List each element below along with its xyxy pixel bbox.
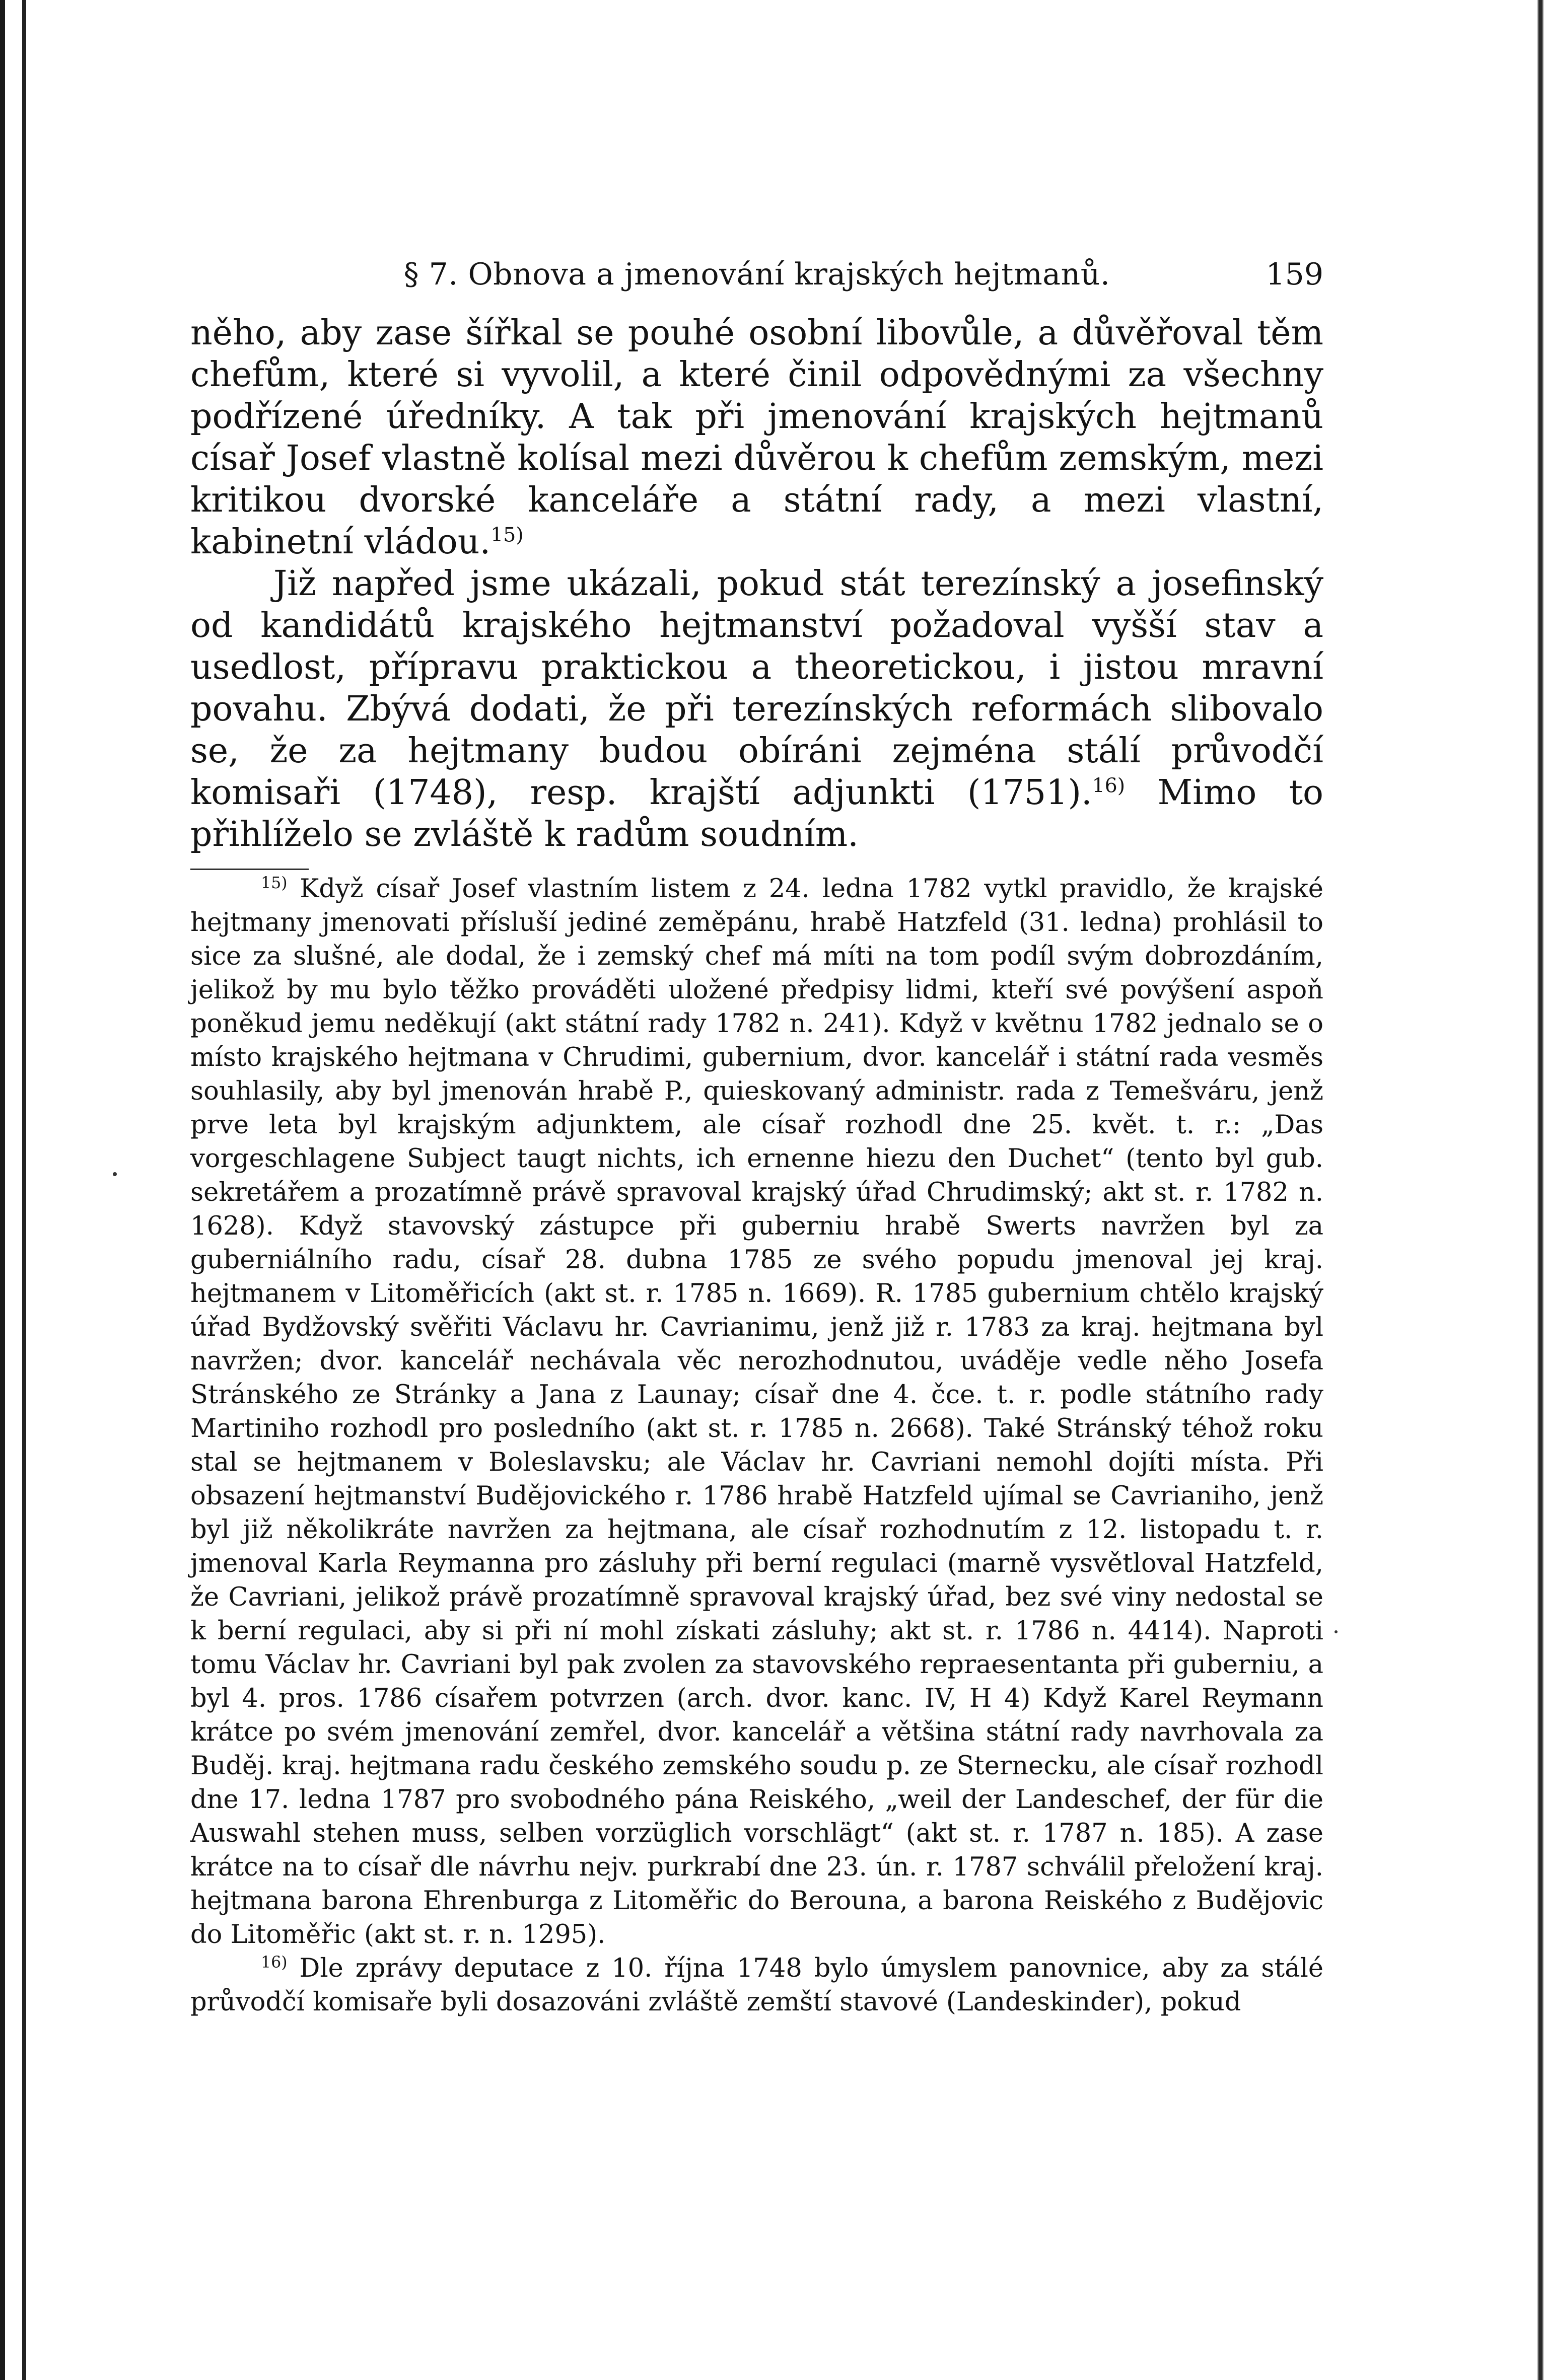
main-text [190,312,1323,855]
paragraph-text: Již napřed jsme ukázali, pokud stát terezínský a josefinský od kandidátů krajského hejtmanství požadoval vyšší stav a usedlost, přípravu praktickou a theoretickou, i jistou mravní povahu. Zbývá dodati, že při terezínských reformách slibovalo se, že za hejtmany budou obíráni zejména stálí průvodčí komisaři (1748), resp. krajští adjunkti (1751). [190,564,1323,813]
footnote-text: Dle zprávy deputace z 10. října 1748 bylo úmyslem panovnice, aby za stálé průvodčí komisaře byli dosazováni zvláště zemští stavové (Landeskinder), pokud [190,1954,1323,2017]
book-page [190,252,1323,2019]
footnote-reference: 15) [490,523,524,547]
footnote-text: Když císař Josef vlastním listem z 24. ledna 1782 vytkl pravidlo, že krajské hejtmany jmenovati přísluší jediné zeměpánu, hrabě Hatzfeld (31. ledna) prohlásil to sice za slušné, ale dodal, že i zemský chef má míti na tom podíl svým dobrozdáním, jelikož by mu bylo těžko prováděti uložené předpisy lidmi, kteří své povýšení aspoň poněkud jemu neděkují (akt státní rady 1782 n. 241). Když v květnu 1782 jednalo se o místo krajského hejtmana v Chrudimi, gubernium, dvor. kancelář i státní rada vesměs souhlasily, aby byl jmenován hrabě P., quieskovaný administr. rada z Temešváru, jenž prve leta byl krajským adjunktem, ale císař rozhodl dne 25. květ. t. r.: „Das vorgeschlagene Subject taugt nichts, ich ernenne hiezu den Duchet“ (tento byl gub. sekretářem a prozatímně právě spravoval krajský úřad Chrudimský; akt st. r. 1782 n. 1628). Když stavovský zástupce při guberniu hrabě Swerts navržen byl za guberniálního radu, císař 28. dubna 1785 ze svého popudu jmenoval jej kraj. hejtmanem v Litoměřicích (akt st. r. 1785 n. 1669). R. 1785 gubernium chtělo krajský úřad Bydžovský svěřiti Václavu hr. Cavrianimu, jenž již r. 1783 za kraj. hejtmana byl navržen; dvor. kancelář nechávala věc nerozhodnutou, uváděje vedle něho Josefa Stránského ze Stránky a Jana z Launay; císař dne 4. čce. t. r. podle státního rady Martiniho rozhodl pro posledního (akt st. r. 1785 n. 2668). Také Stránský téhož roku stal se hejtmanem v Boleslavsku; ale Václav hr. Cavriani nemohl dojíti místa. Při obsazení hejtmanství Budějovického r. 1786 hrabě Hatzfeld ujímal se Cavrianiho, jenž byl již několikráte navržen za hejtmana, ale císař rozhodnutím z 12. listopadu t. r. jmenoval Karla Reymanna pro zásluhy při berní regulaci (marně vysvětloval Hatzfeld, že Cavriani, jelikož právě prozatímně spravoval krajský úřad, bez své viny nedostal se k berní regulaci, aby si při ní mohl získati zásluhy; akt st. r. 1786 n. 4414). Naproti tomu Václav hr. Cavriani byl pak zvolen za stavovského repraesentanta při guberniu, a byl 4. pros. 1786 císařem potvrzen (arch. dvor. kanc. IV, H 4) Když Karel Reymann krátce po svém jmenování zemřel, dvor. kancelář a většina státní rady navrhovala za Buděj. kraj. hejtmana radu českého zemského soudu p. ze Sternecku, ale císař rozhodl dne 17. ledna 1787 pro svobodného pána Reiského, „weil der Landeschef, der für die Auswahl stehen muss, selben vorzüglich vorschlägt“ (akt st. r. 1787 n. 185). A zase krátce na to císař dle návrhu nejv. purkrabí dne 23. ún. r. 1787 schválil přeložení kraj. hejtmana barona Ehrenburga z Litoměřic do Berouna, a barona Reiského z Budějovic do Litoměřic (akt st. r. n. 1295). [190,874,1323,1950]
paragraph-text: Mimo to přihlíželo se zvláště k radům soudním. [190,773,1323,854]
paragraph [190,563,1323,855]
paragraph [190,312,1323,563]
footnote-marker: 15) [261,874,288,892]
scan-speck [113,1172,117,1176]
footnote-divider [190,869,309,870]
scan-speck [1335,1630,1338,1633]
scan-left-edge [0,0,31,2380]
page-number: 159 [1266,257,1323,292]
footnotes [190,872,1323,2019]
running-header [190,252,1323,297]
scan-right-edge [1537,0,1544,2380]
paragraph-text: něho, aby zase šířkal se pouhé osobní libovůle, a důvěřoval těm chefům, které si vyvolil, a které činil odpovědnými za všechny podřízené úředníky. A tak při jmenování krajských hejtmanů císař Josef vlastně kolísal mezi důvěrou k chefům zemským, mezi kritikou dvorské kanceláře a státní rady, a mezi vlastní, kabinetní vládou. [190,313,1323,562]
footnote-marker: 16) [261,1954,288,1972]
footnote-reference: 16) [1092,774,1126,798]
footnote [190,1952,1323,2019]
footnote [190,872,1323,1952]
chapter-heading: § 7. Obnova a jmenování krajských hejtmanů. [403,257,1110,292]
